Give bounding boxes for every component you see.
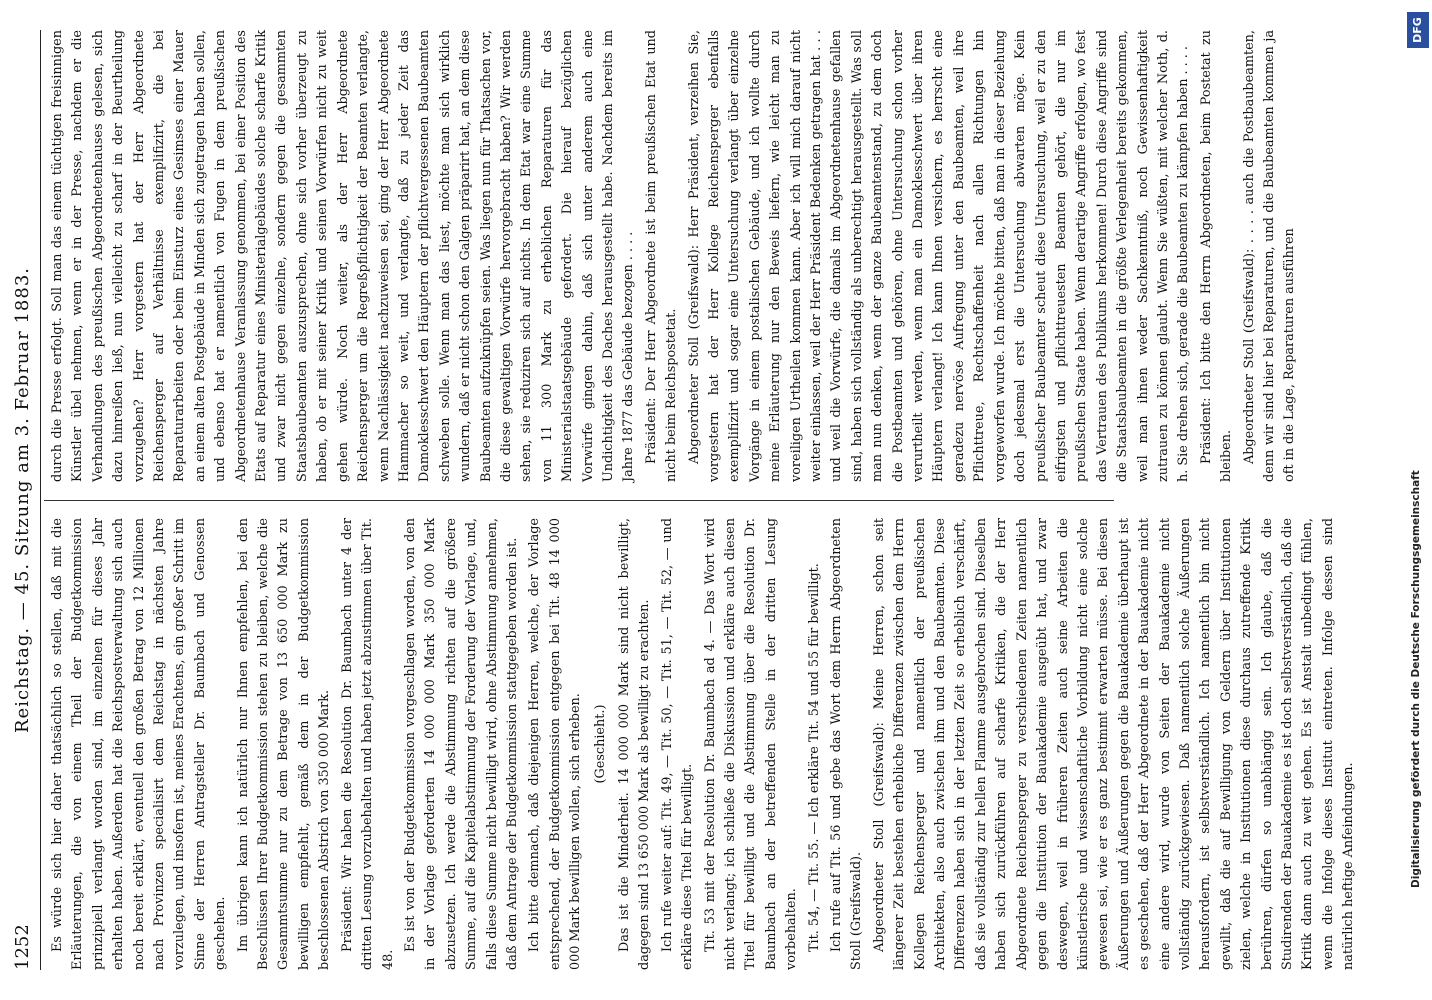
digitization-sidebar: [1404, 0, 1432, 1000]
funding-note: Digitalisierung gefördert durch die Deutsche Forschungsgemeinschaft: [1410, 470, 1422, 888]
paragraph: Präsident: Wir haben die Resolution Dr. Baumbach unter 4 der dritten Lesung vorzubehalten und haben jetzt abzustimmen über Tit. 48.: [339, 518, 396, 970]
paragraph: durch die Presse erfolgt. Soll man das einem tüchtigen freisinnigen Künstler übel nehmen, wenn er in der Presse, nachdem er die Verhandlungen des preußischen Abgeordnetenhauses gelesen, sich dazu hinreißen ließ, nun vielleicht zu scharf in der Beurtheilung vorzugehen? Herr vorgestern hat der Herr Abgeordnete Reichensperger auf Verhältnisse exemplifizirt, die bei Reparaturarbeiten oder beim Einsturz eines Gesimses einer Mauer an einem alten Postgebäude in Minden sich zugetragen haben sollen, und ebenso hat er namentlich von Fugen in dem preußischen Abgeordnetenhause Veranlassung genommen, bei einer Position des Etats auf Reparatur eines Ministerialgebäudes solche scharfe Kritik und zwar nicht gegen einzelne, sondern gegen die gesammten Staatsbaubeamten auszusprechen, ohne sich vorher überzeugt zu haben, ob er mit seiner Kritik und seinen Vorwürfen nicht zu weit gehen würde. Noch weiter, als der Herr Abgeordnete Reichensperger um die Regreßpflichtigkeit der Beamten verlangte, wenn Nachlässigkeit nachzuweisen sei, ging der Herr Abgeordnete Hammacher so weit, und verlangte, daß zu jeder Zeit das Damoklesschwert den Häuptern der pflichtvergessenen Baubeamten schweben solle. Wenn man das liest, möchte man sich wirklich wundern, daß er nicht schon den Galgen präparirt hat, an dem diese Baubeamten aufzuknüpfen seien. Was liegen nun für Thatsachen vor, die diese gewaltigen Vorwürfe hervorgebracht haben? Wir werden sehen, sie reduziren sich auf nichts. In dem Etat war eine Summe von 11 300 Mark zu erheblichen Reparaturen für das Ministerialstaatsgebäude gefordert. Die hierauf bezüglichen Vorwürfe gingen dahin, daß sich unter anderem auch eine Undichtigkeit des Daches herausgestellt habe. Nachdem bereits im Jahre 1877 das Gebäude bezogen . . . .: [50, 30, 637, 482]
paragraph: Es würde sich hier daher thatsächlich so stellen, daß mit die Erläuterungen, die von einem Theil der Budgetkommission prinzipiell verlangt worden sind, im einzelnen für dieses Jahr erhalten haben. Außerdem hat die Reichspostverwaltung sich auch noch bereit erklärt, eventuell den großen Betrag von 12 Millionen nach Provinzen specialisirt dem Reichstag in nächsten Jahre vorzulegen, und insofern ist, meines Erachtens, ein großer Schritt im Sinne der Herren Antragsteller Dr. Baumbach und Genossen geschehen.: [50, 518, 229, 970]
left-column: [48, 518, 1357, 970]
paragraph: Abgeordneter Stoll (Greifswald): Herr Präsident, verzeihen Sie, vorgestern hat der Herr Kollege Reichensperger ebenfalls exemplifizirt und sogar eine Untersuchung verlangt über einzelne Vorgänge in einem postalischen Gebäude, und ich wollte durch meine Erläuterung nur den Beweis liefern, wie leicht man zu voreiligen Urtheilen kommen kann. Aber ich will mich darauf nicht weiter einlassen, weil der Herr Präsident Bedenken getragen hat . . . und weil die Vorwürfe, die damals im Abgeordnetenhause gefallen sind, haben sich vollständig als unberechtigt herausgestellt. Was soll man nun denken, wenn der ganze Baubeamtenstand, zu dem doch die Postbeamten und gehören, ohne Untersuchung schon vorher verurtheilt werden, wenn man ein Damoklesschwert über ihren Häuptern verlangt! Ich kann Ihnen versichern, es herrscht eine geradezu nervöse Aufregung unter den Baubeamten, weil ihre Pflichttreue, Rechtschaffenheit nach allen Richtungen hin vorgeworfen wurde. Ich möchte bitten, daß man in dieser Beziehung doch jedesmal erst die Untersuchung abwarten möge. Kein preußischer Baubeamter scheut diese Untersuchung, weil er zu den eifrigsten und pflichttreuesten Beamten gehört, die nur im preußischen Staate haben. Wenn derartige Angriffe erfolgen, wo fest das Vertrauen des Publikums herkommen! Durch diese Angriffe sind die Staatsbaubeamten in die größte Verlegenheit bereits gekommen, weil man ihnen weder Sachkenntniß, noch Gewissenhaftigkeit zutrauen zu können glaubt. Wenn Sie wüßten, mit welcher Noth, d. h. Sie drehen sich, gerade die Baubeamten zu kämpfen haben . . . .: [686, 30, 1192, 482]
page-title: Reichstag. — 45. Sitzung am 3. Februar 1883.: [12, 267, 33, 733]
page-number: 1252: [12, 924, 33, 970]
column-divider: [44, 500, 1114, 501]
paragraph: Im übrigen kann ich natürlich nur Ihnen empfehlen, bei den Beschlüssen Ihrer Budgetkommission stehen zu bleiben, welche die Gesammtsumme nur zu dem Betrage von 13 650 000 Mark zu bewilligen empfiehlt, gemäß dem in der Budgetkommission beschlossenen Abstrich von 350 000 Mark.: [235, 518, 333, 970]
stage-direction: (Geschieht.): [592, 704, 608, 784]
paragraph: Tit. 53 mit der Resolution Dr. Baumbach ad 4. — Das Wort wird nicht verlangt; ich schließe die Diskussion und erkläre auch diesen Titel für bewilligt und die Abstimmung über die Resolution Dr. Baumbach an der betreffenden Stelle in der dritten Lesung vorbehalten.: [702, 518, 800, 970]
page-header: [10, 30, 36, 970]
paragraph: Abgeordneter Stoll (Greifswald): Meine Herren, schon seit längerer Zeit bestehen erhebliche Differenzen zwischen dem Herrn Kollegen Reichensperger und namentlich der preußischen Architekten, also auch zwischen ihm und den Baubeamten. Diese Differenzen haben sich in der letzten Zeit so erheblich verschärft, daß sie vollständig zur hellen Flamme ausgebrochen sind. Dieselben haben sich zurückführen auf scharfe Kritiken, die der Herr Abgeordnete Reichensperger zu verschiedenen Zeiten namentlich gegen die Institution der Bauakademie ausgeübt hat, und zwar deswegen, weil in früheren Zeiten auch seine Arbeiten die künstlerische und wissenschaftliche Vorbildung nicht eine solche gewesen sei, wie er es ganz bestimmt erwarten müsse. Bei diesen Äußerungen und Äußerungen gegen die Bauakademie überhaupt ist es geschehen, daß der Herr Abgeordnete in der Bauakademie nicht eine andere wird, wurde von Seiten der Bauakademie nicht vollständig zurückgewiesen. Daß namentlich solche Äußerungen herausfordern, ist selbstverständlich. Ich namentlich bin nicht gewillt, daß die auf Bewilligung von Geldern über Institutionen zielen, welche in Institutionen diese durchaus zutreffende Kritik berühren, dürfen so unabhängig sein. Ich glaube, daß die Studirenden der Bauakademie es ist doch selbstverständlich, daß die Kritik dann auch zu weit gehen. Es ist Anstalt unbedingt fühlen, wenn die Infolge dieses Institut eintreten. Infolge dessen sind natürlich heftige Anfeindungen.: [871, 518, 1357, 970]
dfg-logo: DFG: [1407, 12, 1429, 48]
paragraph: Präsident: Ich bitte den Herrn Abgeordneten, beim Postetat zu bleiben.: [1198, 30, 1235, 482]
paragraph: Ich bitte demnach, daß diejenigen Herren, welche, der Vorlage entsprechend, der Budgetkommission entgegen bei Tit. 48 14 000 000 Mark bewilligen wollen, sich erheben.: [527, 518, 584, 970]
paragraph: Tit. 54, — Tit. 55. — Ich erkläre Tit. 54 und 55 für bewilligt.: [806, 563, 822, 952]
paragraph: Präsident: Der Herr Abgeordnete ist beim preußischen Etat und nicht beim Reichspostetat.: [643, 30, 680, 482]
paragraph: Ich rufe auf Tit. 56 und gebe das Wort dem Herrn Abgeordneten Stoll (Greifswald).: [829, 518, 865, 970]
header-rule: [40, 30, 41, 970]
paragraph: Abgeordneter Stoll (Greifswald): . . . . auch die Postbaubeamten, denn wir sind hier bei Reparaturen, und die Baubeamten kommen ja oft in die Lage, Reparaturen ausführen: [1241, 30, 1298, 482]
paragraph: Das ist die Minderheit. 14 000 000 Mark sind nicht bewilligt, dagegen sind 13 650 000 Mark als bewilligt zu erachten.: [616, 518, 653, 970]
paragraph: Ich rufe weiter auf: Tit. 49, — Tit. 50, — Tit. 51, — Tit. 52, — und erkläre diese Titel für bewilligt.: [659, 518, 696, 970]
right-column: [48, 30, 1298, 482]
paragraph: Es ist von der Budgetkommission vorgeschlagen worden, von den in der Vorlage geforderten 14 000 000 Mark 350 000 Mark abzusetzen. Ich werde die Abstimmung richten auf die größere Summe, auf die Kapitelabstimmung der Forderung der Vorlage, und, falls diese Summe nicht bewilligt wird, ohne Abstimmung annehmen, daß dem Antrage der Budgetkommission stattgegeben worden ist.: [402, 518, 520, 970]
